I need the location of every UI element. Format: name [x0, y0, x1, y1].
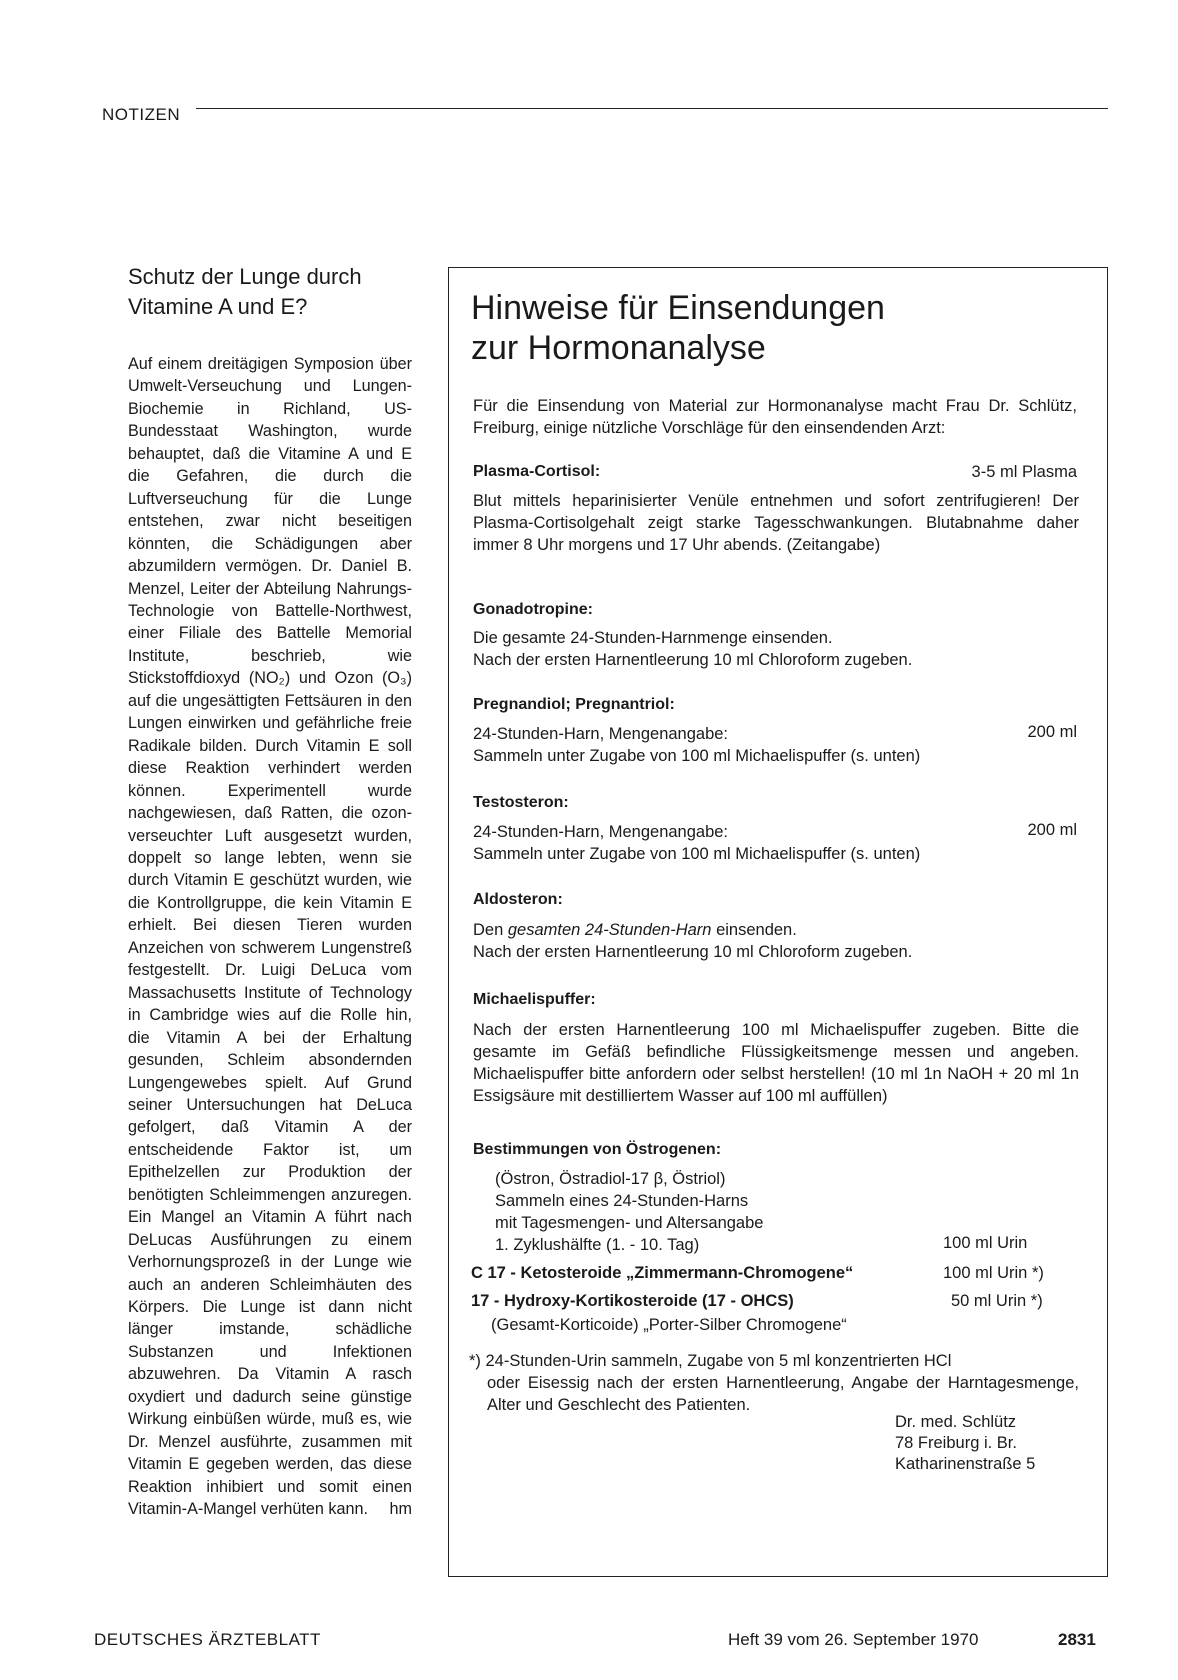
testo-line1: 24-Stunden-Harn, Mengenangabe:: [473, 823, 729, 841]
footer-journal: DEUTSCHES ÄRZTEBLATT: [94, 1630, 321, 1649]
footnote-line1: *) 24-Stunden-Urin sammeln, Zugabe von 5 ml konzentrierten HCl: [469, 1352, 952, 1370]
ohcs-amount: 50 ml Urin *): [951, 1292, 1043, 1310]
plasma-amount: 3-5 ml Plasma: [971, 463, 1077, 481]
box-title-line2: zur Hormonanalyse: [471, 329, 766, 367]
gonado-text: [473, 627, 1079, 671]
oestro-line3: mit Tagesmengen- und Altersangabe: [495, 1214, 764, 1232]
footer-page-number: 2831: [1058, 1630, 1096, 1649]
oestro-line4-amount: 100 ml Urin: [943, 1234, 1028, 1252]
michaelis-text: Nach der ersten Harnentleerung 100 ml Michaelispuffer zugeben. Bitte die gesamte im Gefäß befindliche Flüssigkeitsmenge messen und angeben. Michaelispuffer bitte anfordern oder selbst herstellen! (10 ml 1n NaOH + 20 ml 1n Essigsäure mit destilliertem Wasser auf 100 ml auffüllen): [473, 1021, 1079, 1105]
c17-amount: 100 ml Urin *): [943, 1264, 1044, 1282]
michaelis-heading: Michaelispuffer:: [473, 991, 596, 1008]
box-signature: [895, 1412, 1035, 1475]
footnote-cont: oder Eisessig nach der ersten Harnentleerung, Angabe der Harntagesmenge, Alter und Geschlecht des Patienten.: [487, 1374, 1079, 1414]
article-body-text: Auf einem dreitägigen Symposion über Umwelt-Verseuchung und Lungen-Biochemie in Richland, US-Bundesstaat Washington, wurde behauptet, daß die Vitamine A und E die Gefahren, die durch die Luftverseuchung für die Lunge entstehen, zwar nicht beseitigen könnten, die Schädigungen aber abzumildern vermögen. Dr. Daniel B. Menzel, Leiter der Abteilung Nahrungs-Technologie von Battelle-Northwest, einer Filiale des Battelle Memorial Institute, beschrieb, wie Stickstoffdioxyd (NO₂) und Ozon (O₃) auf die ungesättigten Fettsäuren in den Lungen einwirken und gefährliche freie Radikale bilden. Durch Vitamin E soll diese Reaktion verhindert werden können. Experimentell wurde nachgewiesen, daß Ratten, die ozon-verseuchter Luft ausgesetzt wurden, doppelt so lange lebten, wenn sie durch Vitamin E geschützt wurden, wie die Kontrollgruppe, die kein Vitamin E erhielt. Bei diesen Tieren wurden Anzeichen von schwerem Lungenstreß festgestellt. Dr. Luigi DeLuca vom Massachusetts Institute of Technology in Cambridge wies auf die Rolle hin, die Vitamin A bei der Erhaltung gesunden, Schleim absondernden Lungengewebes spielt. Auf Grund seiner Untersuchungen hat DeLuca gefolgert, daß Vitamin A der entscheidende Faktor ist, um Epithelzellen zur Produktion der benötigten Schleimmengen anzuregen. Ein Mangel an Vitamin A führt nach DeLucas Ausführungen zu einem Verhornungsprozeß in der Lunge wie auch an anderen Schleimhäuten des Körpers. Die Lunge ist dann nicht länger imstande, schädliche Substanzen und Infektionen abzuwehren. Da Vitamin A rasch oxydiert und dadurch seine günstige Wirkung einbüßen würde, muß es, wie Dr. Menzel ausführte, zusammen mit Vitamin E gegeben werden, das diese Reaktion inhibiert und somit einen Vitamin-A-Mangel verhüten kann.: [128, 355, 412, 1519]
header-rule: [196, 108, 1108, 109]
plasma-heading: Plasma-Cortisol:: [473, 463, 601, 480]
testo-heading: Testosteron:: [473, 794, 569, 811]
footer-issue: Heft 39 vom 26. September 1970: [728, 1630, 979, 1649]
testo-line2: Sammeln unter Zugabe von 100 ml Michaelispuffer (s. unten): [473, 845, 921, 863]
oestro-details: [495, 1168, 763, 1256]
gonado-heading: Gonadotropine:: [473, 601, 593, 618]
article-signature: hm: [389, 1500, 412, 1519]
gonado-line2: Nach der ersten Harnentleerung 10 ml Chloroform zugeben.: [473, 651, 913, 669]
hormone-analysis-box: [448, 267, 1108, 1577]
oestro-line2: Sammeln eines 24-Stunden-Harns: [495, 1192, 749, 1210]
c17-label: C 17 - Ketosteroide „Zimmermann-Chromogene“: [471, 1264, 854, 1282]
header-section-label: NOTIZEN: [102, 105, 181, 124]
testo-text: [473, 821, 1079, 865]
ohcs-label: 17 - Hydroxy-Kortikosteroide (17 - OHCS): [471, 1292, 794, 1310]
article-title-line1: Schutz der Lunge durch: [128, 264, 362, 289]
oestro-heading: Bestimmungen von Östrogenen:: [473, 1141, 722, 1158]
ohcs-sub: (Gesamt-Korticoide) „Porter-Silber Chromogene“: [491, 1316, 847, 1334]
aldo-line1-post: einsenden.: [711, 921, 797, 939]
signature-line1: Dr. med. Schlütz: [895, 1413, 1017, 1431]
pregnan-line1: 24-Stunden-Harn, Mengenangabe:: [473, 725, 729, 743]
signature-line3: Katharinenstraße 5: [895, 1455, 1036, 1473]
pregnan-amount: 200 ml: [1027, 723, 1077, 741]
article-title: [128, 262, 428, 322]
box-title: [471, 288, 1071, 368]
oestro-line4: 1. Zyklushälfte (1. - 10. Tag): [495, 1236, 700, 1254]
gonado-line1: Die gesamte 24-Stunden-Harnmenge einsenden.: [473, 629, 833, 647]
footnote: [469, 1350, 1079, 1416]
box-title-line1: Hinweise für Einsendungen: [471, 289, 885, 327]
pregnan-line2: Sammeln unter Zugabe von 100 ml Michaelispuffer (s. unten): [473, 747, 921, 765]
plasma-text: Blut mittels heparinisierter Venüle entnehmen und sofort zentrifugieren! Der Plasma-Cortisolgehalt zeigt starke Tagesschwankungen. Blutabnahme daher immer 8 Uhr morgens und 17 Uhr abends. (Zeitangabe): [473, 492, 1079, 554]
aldo-line2: Nach der ersten Harnentleerung 10 ml Chloroform zugeben.: [473, 943, 913, 961]
aldo-line1-pre: Den: [473, 921, 508, 939]
aldo-line1-em: gesamten 24-Stunden-Harn: [507, 921, 712, 939]
aldo-text: [473, 919, 1079, 963]
box-intro: Für die Einsendung von Material zur Hormonanalyse macht Frau Dr. Schlütz, Freiburg, einige nützliche Vorschläge für den einsendenden Arzt:: [473, 397, 1077, 437]
article-body: [128, 353, 412, 1521]
aldo-heading: Aldosteron:: [473, 891, 563, 908]
signature-line2: 78 Freiburg i. Br.: [895, 1434, 1017, 1452]
testo-amount: 200 ml: [1027, 821, 1077, 839]
oestro-line1: (Östron, Östradiol-17 β, Östriol): [495, 1170, 726, 1188]
pregnan-heading: Pregnandiol; Pregnantriol:: [473, 696, 675, 713]
article-title-line2: Vitamine A und E?: [128, 294, 308, 319]
pregnan-text: [473, 723, 1079, 767]
